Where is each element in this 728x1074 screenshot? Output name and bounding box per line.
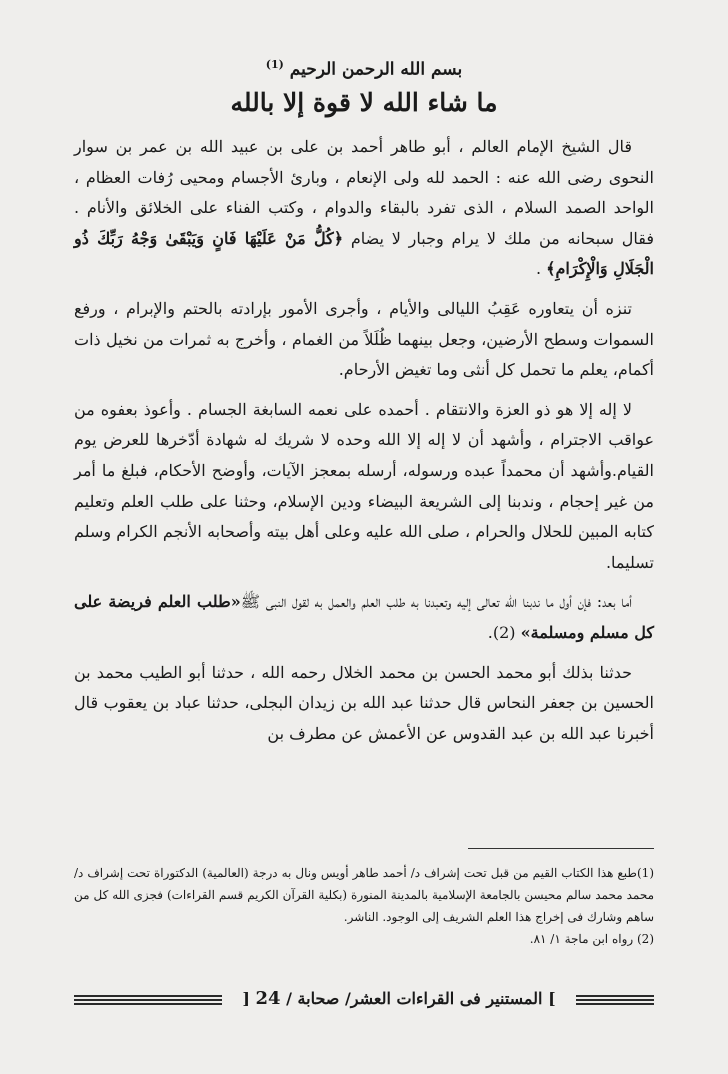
page-number: 24 [255, 988, 281, 1009]
paragraph-1-text: قال الشيخ الإمام العالم ، أبو طاهر أحمد بن على بن عبيد الله بن عمر بن سوار النحوى رضى الله عنه : الحمد لله ولى الإنعام ، وبارئ الأجسام ومحيى رُفات العظام ، الواحد الصمد السلام ، الذى تفرد بالبقاء والدوام ، وكتب الفناء على الخلائق والأنام . فقال سبحانه من ملك لا يرام وجبار لا يضام [74, 137, 655, 248]
paragraph-4-text: أما بعد: فإن أول ما ندبنا الله تعالى إليه وتعبدنا به طلب العلم والعمل به لقول النبى ﷺ [240, 592, 633, 612]
page-title: ما شاء الله لا قوة إلا بالله [230, 88, 498, 117]
footnote-1: (1)طبع هذا الكتاب القيم من قبل تحت إشراف د/ أحمد طاهر أويس ونال به درجة (العالمية) الدكتوراة تحت إشراف د/ محمد محمد سالم محيسن بالجامعة الإسلامية بالمدينة المنورة (بكلية القرآن الكريم قسم القراءات) فجزى الله كل من ساهم وشارك فى إخراج هذا العلم الشريف إلى الوجود. الناشر. [74, 866, 654, 924]
paragraph-4 [74, 587, 654, 648]
footnote-divider [468, 848, 654, 849]
footer-separator: / [286, 989, 292, 1008]
main-text [74, 132, 654, 758]
paragraph-4-end: . [487, 622, 493, 642]
paragraph-2: تنزه أن يتعاوره عَقِبُ الليالى والأيام ، وأجرى الأمور بإرادته بالحتم والإبرام ، ورفع السموات وسطح الأرضين، وجعل بينهما ظُلَلاً من الغمام ، وأخرج به ثمرات من نخيل ذات أكمام، يعلم ما تحمل كل أنثى وما تغيض الأرحام. [74, 298, 654, 380]
footer-rule-right [576, 995, 654, 1005]
footer-bracket-open: [ [242, 989, 250, 1008]
basmala-heading [0, 58, 728, 80]
footer-book-title: المستنير فى القراءات العشر/ صحابة [297, 989, 543, 1008]
paragraph-3: لا إله إلا هو ذو العزة والانتقام . أحمده على نعمه السابغة الجسام . وأعوذ بعفوه من عواقب الاجترام ، وأشهد أن لا إله إلا الله وحده لا شريك له شهادة أدّخرها للعرض يوم القيام.وأشهد أن محمداً عبده ورسوله، أرسله بمعجز الآيات، وأوضح الأحكام، فبلغ ما أمر من غير إحجام ، وندبنا إلى الشريعة البيضاء ودين الإسلام، وحثنا على طلب العلم وتعليم كتابه المبين للحلال والحرام ، صلى الله عليه وعلى أهل بيته وأصحابه الأنجم الكرام وسلم تسليما. [74, 399, 654, 572]
basmala-footnote-ref: (1) [265, 58, 284, 71]
footer-bracket-close: ] [548, 989, 556, 1008]
paragraph-5: حدثنا بذلك أبو محمد الحسن بن محمد الخلال رحمه الله ، حدثنا أبو الطيب محمد بن الحسين بن جعفر النحاس قال حدثنا عبد الله بن زيدان البجلى، حدثنا عباد بن يعقوب قال أخبرنا عبد الله بن عبد القدوس عن الأعمش عن مطرف بن [74, 662, 654, 743]
page-footer [74, 988, 654, 1014]
paragraph-1-end: . [535, 259, 547, 279]
quran-verse: ﴿كُلُّ مَنْ عَلَيْهَا فَانٍ وَيَبْقَىٰ وَجْهُ رَبِّكَ ذُو الْجَلَالِ وَالْإِكْرَامِ﴾ [74, 228, 654, 279]
paragraph-1 [74, 132, 654, 285]
footnote-ref-2: (2) [492, 622, 516, 642]
hadith-quote: «طلب العلم فريضة على كل مسلم ومسلمة» [74, 592, 654, 642]
footnotes [74, 862, 654, 950]
footnote-2: (2) رواه ابن ماجة ١/ ٨١. [529, 932, 654, 946]
basmala-text: بسم الله الرحمن الرحيم [289, 59, 463, 80]
footer-caption [224, 988, 574, 1009]
footer-rule-left [74, 995, 222, 1005]
